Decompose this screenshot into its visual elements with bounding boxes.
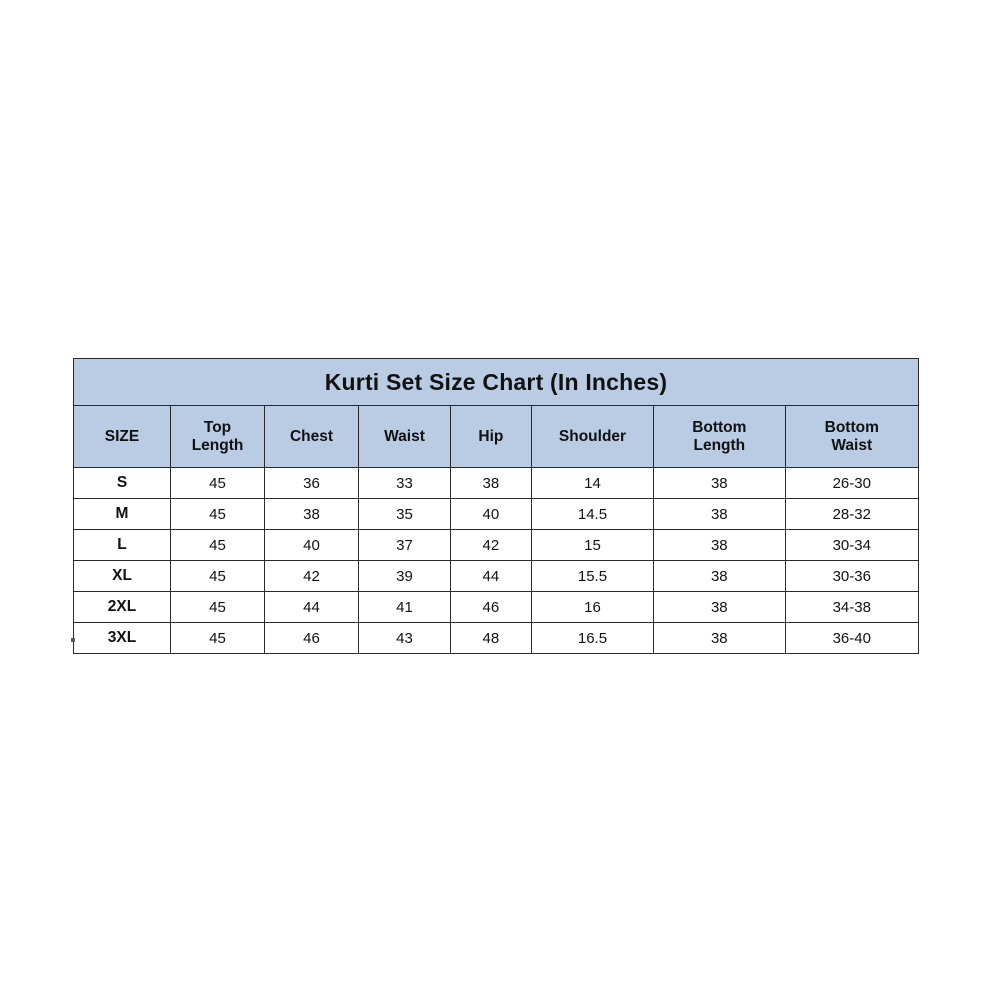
cell-bottom-waist: 26-30 <box>785 468 918 499</box>
cell-chest: 44 <box>265 592 359 623</box>
column-header-bottom-length-line1: Bottom <box>692 418 747 436</box>
column-header-chest-line1: Chest <box>289 427 334 445</box>
column-header-hip <box>450 406 531 468</box>
cell-hip: 42 <box>450 530 531 561</box>
column-header-waist-line1: Waist <box>384 427 425 445</box>
column-header-chest <box>265 406 359 468</box>
cell-bottom-waist: 36-40 <box>785 623 918 654</box>
size-chart-table <box>73 358 919 654</box>
cell-hip: 40 <box>450 499 531 530</box>
cell-bottom-length: 38 <box>654 623 785 654</box>
cell-shoulder: 15.5 <box>531 561 653 592</box>
cell-bottom-length: 38 <box>654 468 785 499</box>
column-header-shoulder-line1: Shoulder <box>558 427 627 445</box>
column-header-top-length <box>171 406 265 468</box>
cell-top-length: 45 <box>171 592 265 623</box>
cell-waist: 43 <box>359 623 451 654</box>
column-header-shoulder <box>531 406 653 468</box>
cell-chest: 40 <box>265 530 359 561</box>
cell-top-length: 45 <box>171 561 265 592</box>
corner-marker <box>71 638 75 642</box>
chart-title: Kurti Set Size Chart (In Inches) <box>74 359 919 406</box>
column-header-bottom-waist-line1: Bottom <box>824 418 879 436</box>
table-row <box>74 499 919 530</box>
cell-hip: 44 <box>450 561 531 592</box>
column-header-top-length-line1: Top <box>203 418 232 436</box>
size-chart-container <box>73 358 919 654</box>
cell-bottom-waist: 34-38 <box>785 592 918 623</box>
table-row <box>74 592 919 623</box>
cell-hip: 48 <box>450 623 531 654</box>
column-header-bottom-waist-line2: Waist <box>831 436 873 454</box>
cell-chest: 36 <box>265 468 359 499</box>
cell-bottom-waist: 28-32 <box>785 499 918 530</box>
cell-waist: 33 <box>359 468 451 499</box>
cell-chest: 46 <box>265 623 359 654</box>
cell-shoulder: 16.5 <box>531 623 653 654</box>
cell-bottom-length: 38 <box>654 561 785 592</box>
cell-top-length: 45 <box>171 468 265 499</box>
column-header-top-length-line2: Length <box>191 436 244 454</box>
cell-waist: 39 <box>359 561 451 592</box>
cell-chest: 38 <box>265 499 359 530</box>
cell-shoulder: 14.5 <box>531 499 653 530</box>
cell-hip: 46 <box>450 592 531 623</box>
cell-bottom-length: 38 <box>654 530 785 561</box>
cell-shoulder: 14 <box>531 468 653 499</box>
cell-chest: 42 <box>265 561 359 592</box>
cell-size: S <box>74 468 171 499</box>
column-header-bottom-waist <box>785 406 918 468</box>
cell-bottom-length: 38 <box>654 592 785 623</box>
cell-waist: 37 <box>359 530 451 561</box>
cell-top-length: 45 <box>171 623 265 654</box>
column-header-size-line1: SIZE <box>104 427 140 445</box>
table-row <box>74 530 919 561</box>
column-header-hip-line1: Hip <box>478 427 504 445</box>
column-header-bottom-length <box>654 406 785 468</box>
cell-bottom-waist: 30-36 <box>785 561 918 592</box>
table-row <box>74 468 919 499</box>
cell-size: XL <box>74 561 171 592</box>
column-header-size <box>74 406 171 468</box>
table-header-row <box>74 406 919 468</box>
cell-bottom-waist: 30-34 <box>785 530 918 561</box>
chart-title-row <box>74 359 919 406</box>
cell-size: 2XL <box>74 592 171 623</box>
cell-shoulder: 15 <box>531 530 653 561</box>
cell-size: M <box>74 499 171 530</box>
column-header-bottom-length-line2: Length <box>693 436 746 454</box>
cell-top-length: 45 <box>171 499 265 530</box>
cell-waist: 35 <box>359 499 451 530</box>
cell-hip: 38 <box>450 468 531 499</box>
table-row <box>74 561 919 592</box>
cell-shoulder: 16 <box>531 592 653 623</box>
table-row <box>74 623 919 654</box>
cell-size: 3XL <box>74 623 171 654</box>
cell-waist: 41 <box>359 592 451 623</box>
column-header-waist <box>359 406 451 468</box>
cell-top-length: 45 <box>171 530 265 561</box>
cell-size: L <box>74 530 171 561</box>
cell-bottom-length: 38 <box>654 499 785 530</box>
